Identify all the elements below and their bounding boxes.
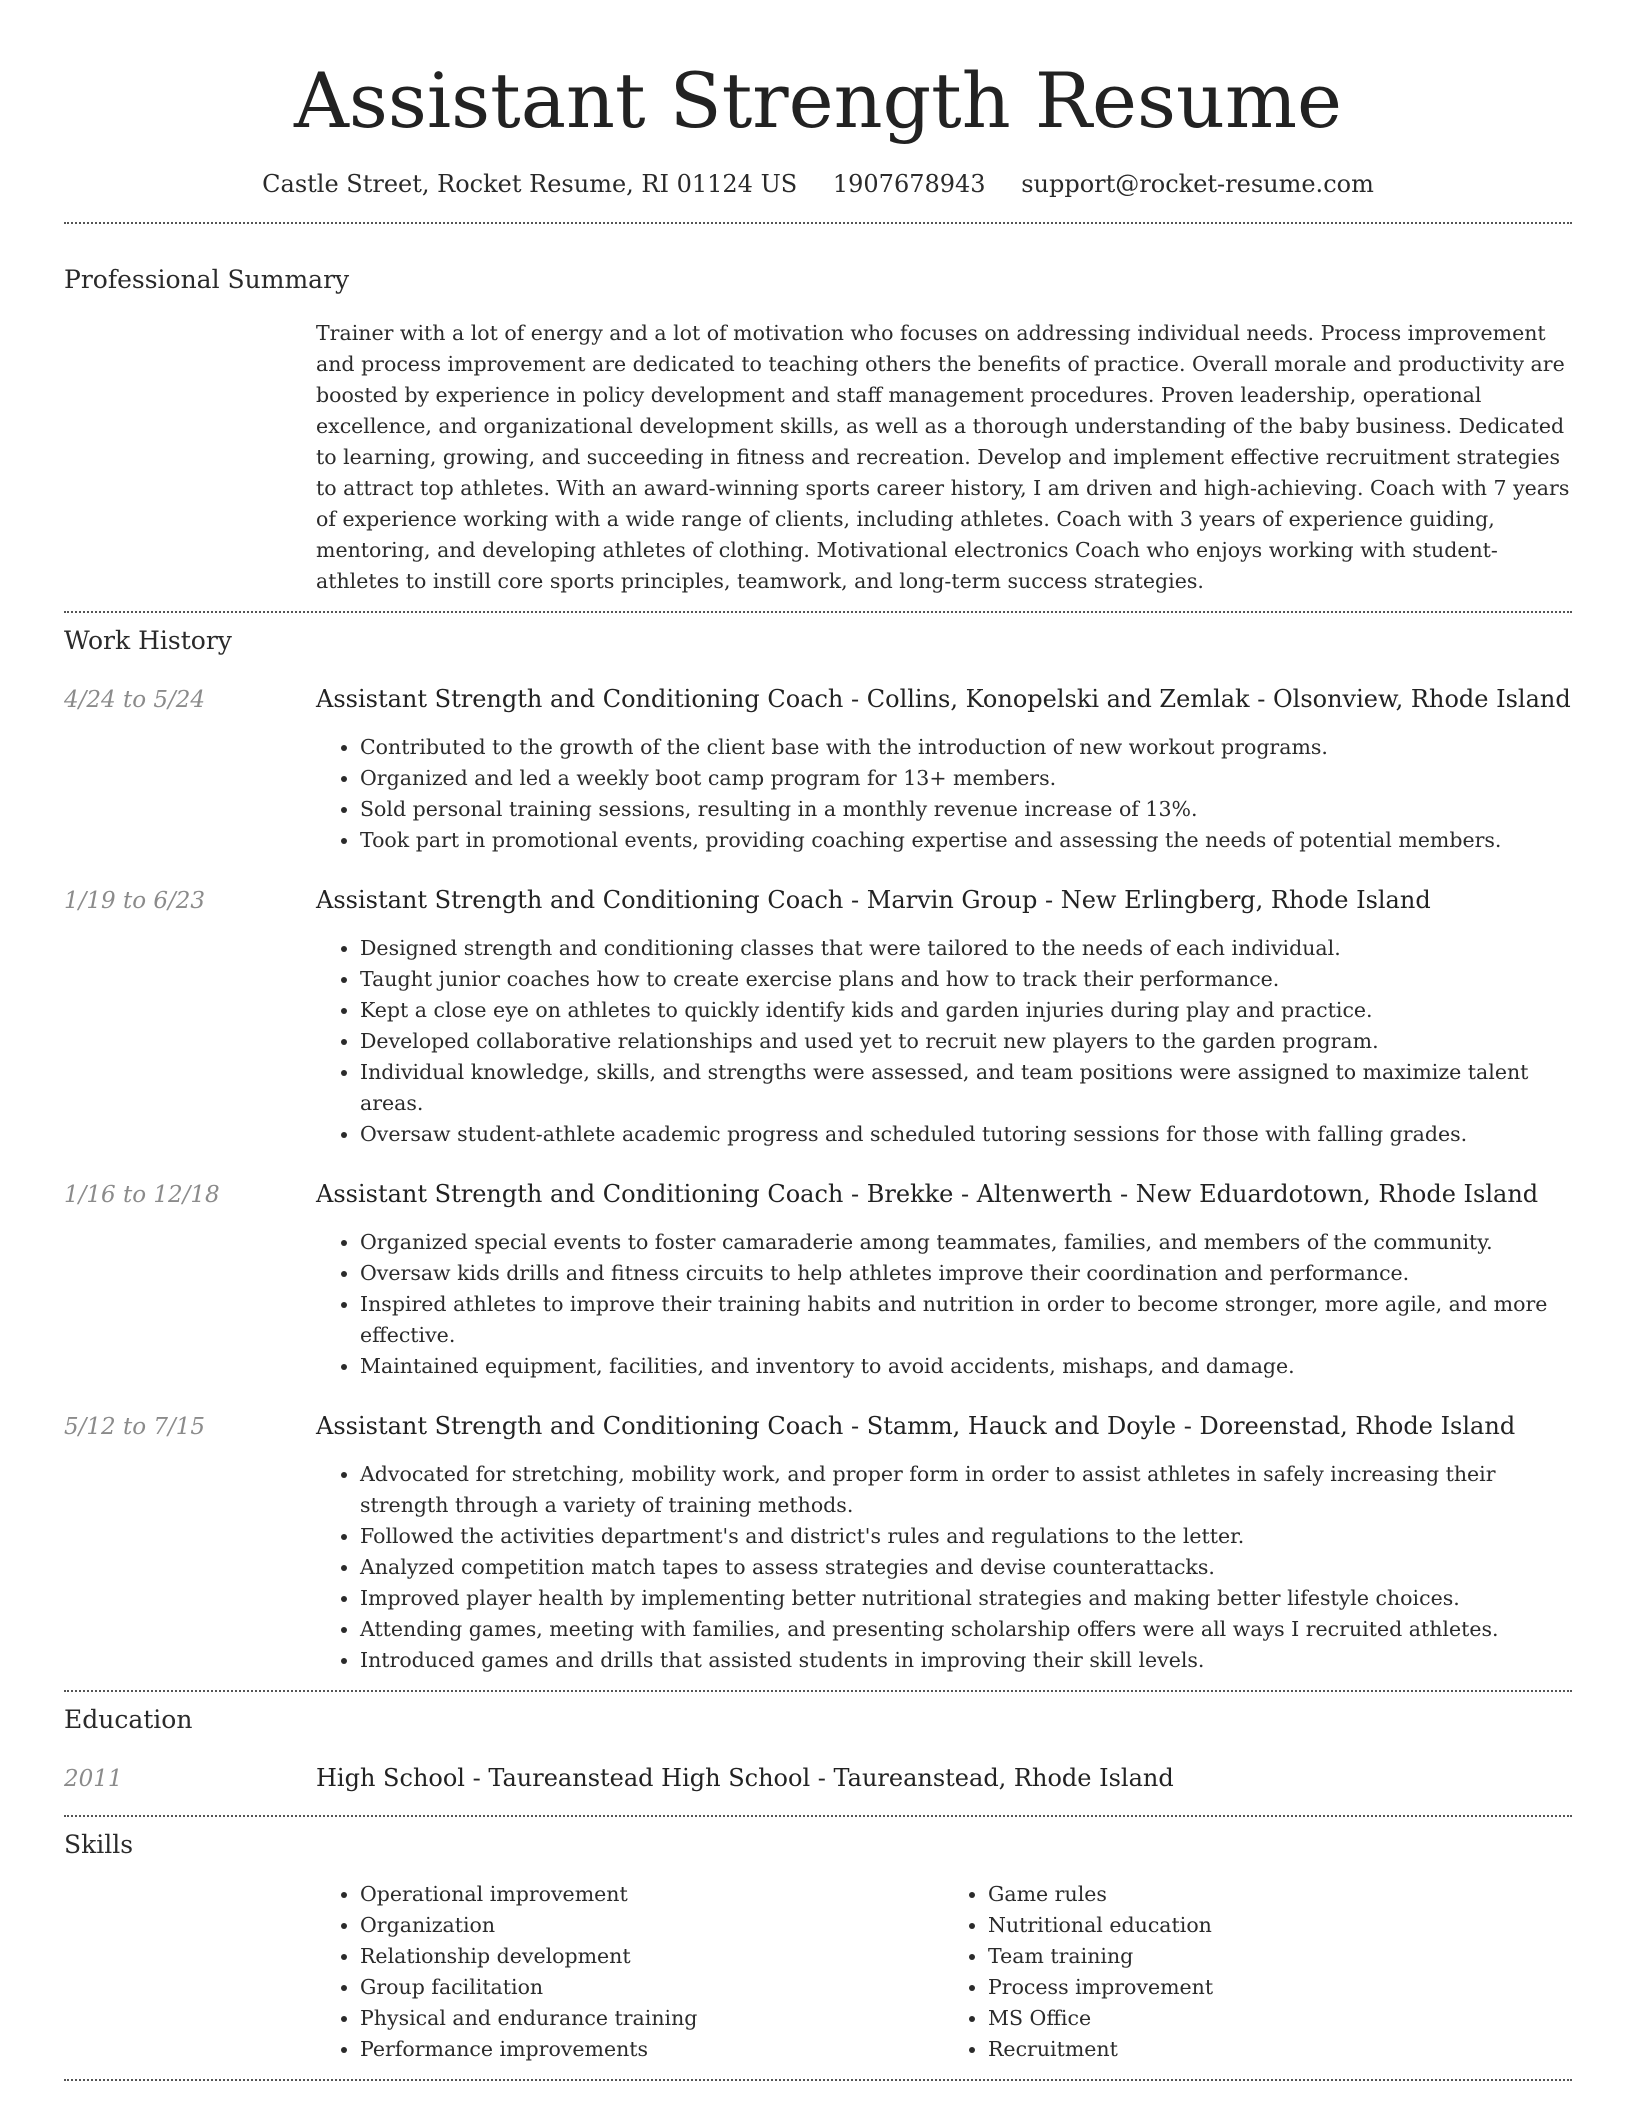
job-entry xyxy=(64,884,1572,1150)
job-bullet: • Attending games, meeting with families, and presenting scholarship offers were all ways I recruited athletes. xyxy=(360,1614,1572,1645)
section-title-education: Education xyxy=(64,1705,193,1734)
job-bullet: • Sold personal training sessions, resulting in a monthly revenue increase of 13%. xyxy=(360,794,1572,825)
job-heading: Assistant Strength and Conditioning Coach - Marvin Group - New Erlingberg, Rhode Island xyxy=(316,886,1431,914)
skill-item: • Organization xyxy=(360,1910,944,1941)
job-bullet: • Organized and led a weekly boot camp program for 13+ members. xyxy=(360,763,1572,794)
skill-item: • Performance improvements xyxy=(360,2034,944,2065)
section-title-summary: Professional Summary xyxy=(64,265,350,294)
job-bullet: • Improved player health by implementing better nutritional strategies and making better lifestyle choices. xyxy=(360,1583,1572,1614)
skill-item: • Recruitment xyxy=(988,2034,1572,2065)
section-title-work: Work History xyxy=(64,626,232,655)
skill-item: • Group facilitation xyxy=(360,1972,944,2003)
education-heading: High School - Taureanstead High School - Taureanstead, Rhode Island xyxy=(316,1764,1174,1792)
divider xyxy=(64,1815,1572,1817)
education-entry xyxy=(64,1762,1572,1795)
contact-address: Castle Street, Rocket Resume, RI 01124 US xyxy=(262,170,798,198)
job-bullet: • Kept a close eye on athletes to quickly identify kids and garden injuries during play and practice. xyxy=(360,995,1572,1026)
skill-item: • Process improvement xyxy=(988,1972,1572,2003)
job-dates: 1/16 to 12/18 xyxy=(64,1182,220,1208)
job-bullet: • Took part in promotional events, providing coaching expertise and assessing the needs of potential members. xyxy=(360,825,1572,856)
job-bullet: • Individual knowledge, skills, and strengths were assessed, and team positions were assigned to maximize talent areas. xyxy=(360,1057,1572,1119)
job-bullet: • Developed collaborative relationships and used yet to recruit new players to the garden program. xyxy=(360,1026,1572,1057)
job-bullet: • Followed the activities department's and district's rules and regulations to the letter. xyxy=(360,1521,1572,1552)
job-bullet: • Maintained equipment, facilities, and inventory to avoid accidents, mishaps, and damage. xyxy=(360,1351,1572,1382)
contact-line xyxy=(64,168,1572,200)
contact-email: support@rocket-resume.com xyxy=(1021,170,1374,198)
skill-item: • Team training xyxy=(988,1941,1572,1972)
job-bullet: • Contributed to the growth of the client base with the introduction of new workout programs. xyxy=(360,732,1572,763)
divider xyxy=(64,222,1572,224)
job-bullet: • Oversaw student-athlete academic progress and scheduled tutoring sessions for those with falling grades. xyxy=(360,1119,1572,1150)
job-entry xyxy=(64,683,1572,856)
job-dates: 1/19 to 6/23 xyxy=(64,888,206,914)
divider xyxy=(64,611,1572,613)
job-bullet: • Advocated for stretching, mobility work, and proper form in order to assist athletes in safely increasing their strength through a variety of training methods. xyxy=(360,1459,1572,1521)
divider xyxy=(64,2079,1572,2081)
skills-column-left xyxy=(316,1879,944,2065)
skills-list xyxy=(316,1879,1572,2065)
skills-column-right xyxy=(944,1879,1572,2065)
job-bullet: • Designed strength and conditioning classes that were tailored to the needs of each individual. xyxy=(360,933,1572,964)
job-bullets xyxy=(316,933,1572,1150)
job-bullet: • Introduced games and drills that assisted students in improving their skill levels. xyxy=(360,1645,1572,1676)
job-heading: Assistant Strength and Conditioning Coach - Stamm, Hauck and Doyle - Doreenstad, Rhode Island xyxy=(316,1412,1516,1440)
job-bullet: • Organized special events to foster camaraderie among teammates, families, and members of the community. xyxy=(360,1227,1572,1258)
resume-page xyxy=(64,0,1572,2081)
section-title-skills: Skills xyxy=(64,1830,134,1859)
summary-text: Trainer with a lot of energy and a lot of motivation who focuses on addressing individual needs. Process improvement and process improvement are dedicated to teaching others the benefits of practice. Overall morale and productivity are boosted by experience in policy development and staff management procedures. Proven leadership, operational excellence, and organizational development skills, as well as a thorough understanding of the baby business. Dedicated to learning, growing, and succeeding in fitness and recreation. Develop and implement effective recruitment strategies to attract top athletes. With an award-winning sports career history, I am driven and high-achieving. Coach with 7 years of experience working with a wide range of clients, including athletes. Coach with 3 years of experience guiding, mentoring, and developing athletes of clothing. Motivational electronics Coach who enjoys working with student-athletes to instill core sports principles, teamwork, and long-term success strategies. xyxy=(316,321,1570,593)
skill-item: • Physical and endurance training xyxy=(360,2003,944,2034)
skill-item: • Nutritional education xyxy=(988,1910,1572,1941)
job-bullets xyxy=(316,1227,1572,1382)
contact-phone: 1907678943 xyxy=(832,170,986,198)
skill-item: • Operational improvement xyxy=(360,1879,944,1910)
job-dates: 4/24 to 5/24 xyxy=(64,687,206,713)
job-heading: Assistant Strength and Conditioning Coach - Brekke - Altenwerth - New Eduardotown, Rhode Island xyxy=(316,1180,1539,1208)
education-year: 2011 xyxy=(64,1766,123,1792)
skill-item: • MS Office xyxy=(988,2003,1572,2034)
job-bullets xyxy=(316,732,1572,856)
job-heading: Assistant Strength and Conditioning Coach - Collins, Konopelski and Zemlak - Olsonview, Rhode Island xyxy=(316,685,1571,713)
job-dates: 5/12 to 7/15 xyxy=(64,1414,206,1440)
job-entry xyxy=(64,1178,1572,1382)
divider xyxy=(64,1690,1572,1692)
job-bullet: • Oversaw kids drills and fitness circuits to help athletes improve their coordination and performance. xyxy=(360,1258,1572,1289)
job-bullet: • Analyzed competition match tapes to assess strategies and devise counterattacks. xyxy=(360,1552,1572,1583)
skill-item: • Game rules xyxy=(988,1879,1572,1910)
job-bullets xyxy=(316,1459,1572,1676)
resume-name: Assistant Strength Resume xyxy=(293,56,1343,145)
job-bullet: • Taught junior coaches how to create exercise plans and how to track their performance. xyxy=(360,964,1572,995)
skill-item: • Relationship development xyxy=(360,1941,944,1972)
job-entry xyxy=(64,1410,1572,1676)
job-bullet: • Inspired athletes to improve their training habits and nutrition in order to become stronger, more agile, and more effective. xyxy=(360,1289,1572,1351)
